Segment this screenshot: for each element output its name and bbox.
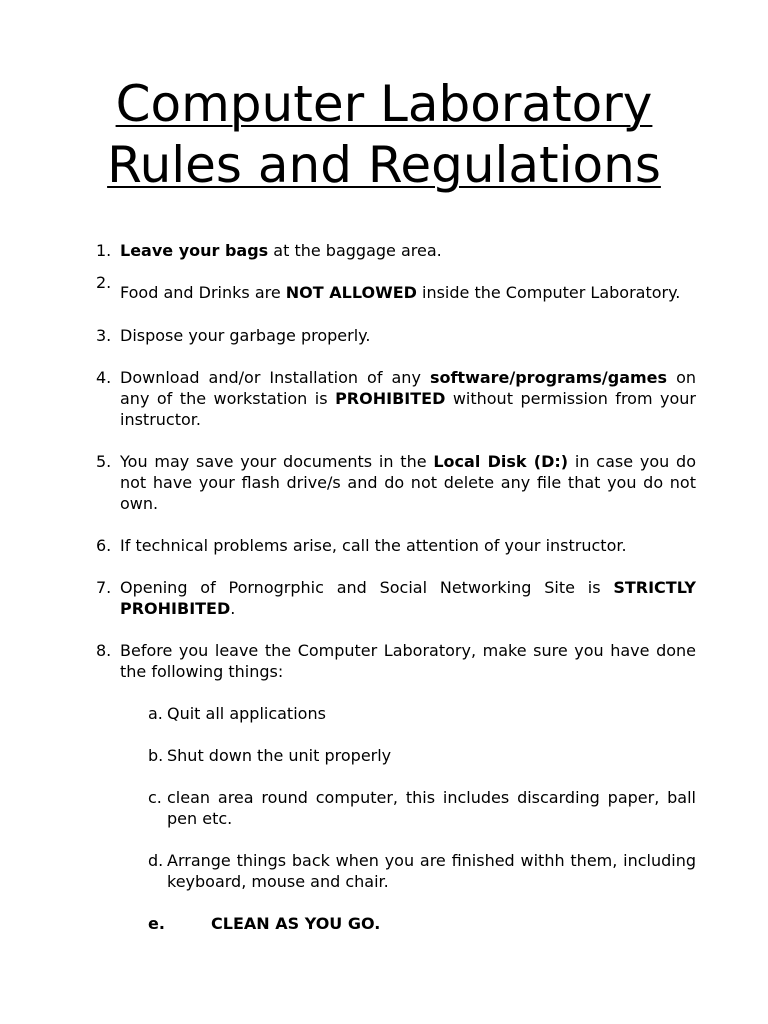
rule-number: 4. <box>96 368 112 387</box>
checklist-item-b <box>148 745 696 766</box>
rule-text-part: on any of the workstation is <box>120 368 696 408</box>
rule-text-part: without permission from your instructor. <box>120 389 697 429</box>
rule-text-part: Before you leave the Computer Laboratory, make sure you have done the following things: <box>120 641 696 681</box>
checklist-text: Shut down the unit properly <box>167 746 392 765</box>
rule-4 <box>96 367 696 430</box>
checklist <box>148 703 696 934</box>
rule-6 <box>96 535 696 556</box>
rule-text-part: Dispose your garbage properly. <box>120 326 371 345</box>
checklist-text: CLEAN AS YOU GO. <box>211 914 381 933</box>
checklist-letter: d. <box>148 851 164 870</box>
checklist-letter: b. <box>148 746 164 765</box>
rule-text-part: You may save your documents in the <box>120 452 434 471</box>
title-line-1: Computer Laboratory <box>115 75 653 133</box>
rule-text-part: at the baggage area. <box>268 241 442 260</box>
rule-text-part: inside the Computer Laboratory. <box>416 283 681 302</box>
rule-5 <box>96 451 696 514</box>
rule-number: 8. <box>96 641 112 660</box>
rule-number: 7. <box>96 578 112 597</box>
rule-text <box>120 326 370 345</box>
checklist-text: clean area round computer, this includes discarding paper, ball pen etc. <box>167 788 696 828</box>
rule-text <box>120 578 696 618</box>
rule-number: 6. <box>96 536 112 555</box>
rule-emphasis: STRICTLY PROHIBITED <box>120 578 696 618</box>
rule-number: 1. <box>96 241 112 260</box>
rule-7 <box>96 577 696 619</box>
rule-text-part: Food and Drinks are <box>120 283 286 302</box>
rule-number: 3. <box>96 326 112 345</box>
title-line-2: Rules and Regulations <box>107 136 661 194</box>
rule-emphasis: Local Disk (D:) <box>433 452 569 471</box>
checklist-text: Quit all applications <box>167 704 326 723</box>
rule-8 <box>96 640 696 934</box>
checklist-text: Arrange things back when you are finished withh them, including keyboard, mouse and chair. <box>167 851 696 891</box>
rule-2 <box>96 272 696 314</box>
rule-emphasis: software/programs/games <box>429 368 668 387</box>
rule-text-part: Download and/or Installation of any <box>120 368 430 387</box>
checklist-letter: c. <box>148 788 162 807</box>
rule-text-part: If technical problems arise, call the attention of your instructor. <box>120 536 627 555</box>
rule-3 <box>96 325 696 346</box>
rule-text-part: Opening of Pornogrphic and Social Networking Site is <box>120 578 614 597</box>
checklist-item-c <box>148 787 696 829</box>
rule-number: 5. <box>96 452 112 471</box>
checklist-item-a <box>148 703 696 724</box>
checklist-item-e <box>148 913 696 934</box>
rule-text <box>120 241 442 260</box>
rule-emphasis: Leave your bags <box>120 241 269 260</box>
rule-text <box>120 368 696 429</box>
rule-emphasis: PROHIBITED <box>335 389 446 408</box>
rule-text-part: . <box>230 599 236 618</box>
rule-text-part: in case you do not have your flash drive/s and do not delete any file that you do not own. <box>120 452 697 513</box>
rule-text <box>120 452 696 513</box>
rule-1 <box>96 240 696 261</box>
checklist-item-d <box>148 850 696 892</box>
rule-emphasis: NOT ALLOWED <box>285 283 417 302</box>
rule-text <box>120 641 696 681</box>
rules-list <box>96 240 696 934</box>
page-title <box>0 74 768 196</box>
checklist-letter: e. <box>148 914 165 933</box>
rule-number: 2. <box>96 273 112 292</box>
checklist-letter: a. <box>148 704 163 723</box>
rule-text <box>120 536 627 555</box>
rule-text <box>120 272 696 314</box>
